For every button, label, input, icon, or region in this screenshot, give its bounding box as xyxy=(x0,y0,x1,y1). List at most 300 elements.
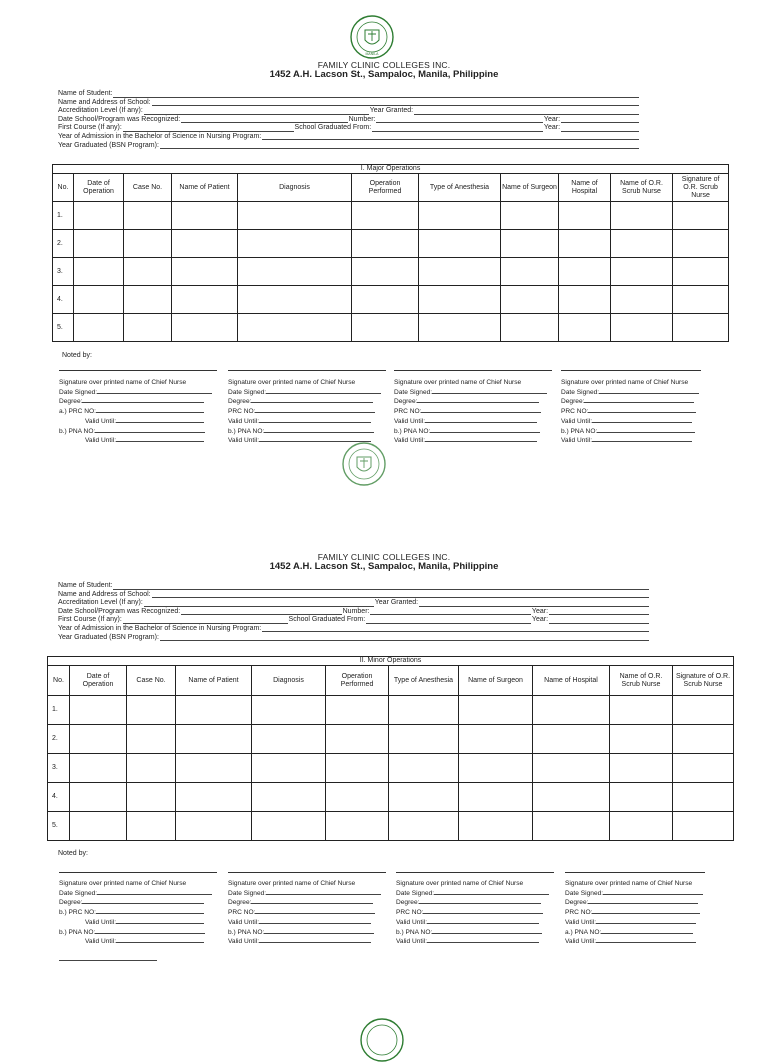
chief-nurse-signature-block xyxy=(228,370,386,445)
name-of-hospital-cell[interactable] xyxy=(559,258,611,286)
accreditation-field[interactable] xyxy=(144,599,374,607)
name-of-patient-cell[interactable] xyxy=(172,202,238,230)
prc-no-field[interactable] xyxy=(421,406,541,413)
date-recognized-label: Date School/Program was Recognized: xyxy=(58,607,181,615)
degree-field[interactable] xyxy=(251,396,373,403)
degree-field[interactable] xyxy=(417,396,539,403)
table-row xyxy=(53,314,729,342)
signature-caption: Signature over printed name of Chief Nurse xyxy=(561,379,689,386)
valid-until-field[interactable] xyxy=(116,917,204,924)
name-of-patient-cell[interactable] xyxy=(176,812,252,841)
name-of-hospital-cell[interactable] xyxy=(533,725,610,754)
signature-line[interactable] xyxy=(59,872,217,880)
scrub-nurse-signature-cell[interactable] xyxy=(673,286,729,314)
name-of-patient-cell[interactable] xyxy=(176,754,252,783)
col-date-of-operation: Date of Operation xyxy=(70,666,127,696)
first-course-label: First Course (If any): xyxy=(58,124,122,132)
scrub-nurse-name-cell[interactable] xyxy=(610,783,673,812)
valid-until-label: Valid Until: xyxy=(85,938,117,946)
valid-until-field[interactable] xyxy=(425,416,537,423)
degree-label: Degree: xyxy=(561,398,585,406)
valid-until-label: Valid Until: xyxy=(394,437,426,445)
table-row xyxy=(53,286,729,314)
row-number: 4. xyxy=(48,783,70,812)
year-field[interactable] xyxy=(549,616,649,624)
valid-until-field[interactable] xyxy=(116,936,204,943)
name-of-surgeon-cell[interactable] xyxy=(501,258,559,286)
pna-no-field[interactable] xyxy=(264,426,374,433)
minor-section-title: II. Minor Operations xyxy=(48,657,734,666)
scrub-nurse-signature-cell[interactable] xyxy=(673,812,734,841)
case-no-cell[interactable] xyxy=(127,812,176,841)
signature-caption: Signature over printed name of Chief Nurse xyxy=(565,880,693,887)
pna-no-field[interactable] xyxy=(430,426,540,433)
pna-no-label: a.) PNA NO: xyxy=(565,928,602,936)
name-of-surgeon-cell[interactable] xyxy=(501,202,559,230)
degree-label: Degree: xyxy=(228,398,252,406)
col-scrub-nurse-signature: Signature of O.R. Scrub Nurse xyxy=(673,666,734,696)
valid-until-label: Valid Until: xyxy=(228,938,260,946)
year-admission-label: Year of Admission in the Bachelor of Science in Nursing Program: xyxy=(58,624,262,632)
pna-no-field[interactable] xyxy=(95,927,205,934)
date-signed-label: Date Signed: xyxy=(396,889,435,897)
date-of-operation-cell[interactable] xyxy=(74,314,124,342)
col-scrub-nurse-name: Name of O.R. Scrub Nurse xyxy=(611,174,673,202)
col-name-of-hospital: Name of Hospital xyxy=(533,666,610,696)
year-admission-field[interactable] xyxy=(262,625,649,633)
scrub-nurse-signature-cell[interactable] xyxy=(673,725,734,754)
scrub-nurse-signature-cell[interactable] xyxy=(673,202,729,230)
scrub-nurse-name-cell[interactable] xyxy=(611,258,673,286)
signature-line[interactable] xyxy=(396,872,554,880)
prc-no-label: PRC NO: xyxy=(396,909,424,917)
col-name-of-hospital: Name of Hospital xyxy=(559,174,611,202)
date-signed-label: Date Signed: xyxy=(565,889,604,897)
name-of-hospital-cell[interactable] xyxy=(533,696,610,725)
footer-line xyxy=(59,960,157,961)
date-signed-field[interactable] xyxy=(266,888,381,895)
name-of-surgeon-cell[interactable] xyxy=(459,812,533,841)
diagnosis-cell[interactable] xyxy=(252,812,326,841)
operation-performed-cell[interactable] xyxy=(326,696,389,725)
chief-nurse-signature-block xyxy=(561,370,711,445)
chief-nurse-signature-block xyxy=(59,872,219,946)
operation-performed-cell[interactable] xyxy=(352,258,419,286)
prc-no-label: PRC NO: xyxy=(228,408,256,416)
prc-no-field[interactable] xyxy=(96,907,204,914)
prc-no-field[interactable] xyxy=(423,907,543,914)
name-of-hospital-cell[interactable] xyxy=(559,230,611,258)
diagnosis-cell[interactable] xyxy=(238,258,352,286)
name-of-surgeon-cell[interactable] xyxy=(459,783,533,812)
type-of-anesthesia-cell[interactable] xyxy=(389,812,459,841)
type-of-anesthesia-cell[interactable] xyxy=(419,258,501,286)
pna-no-label: b.) PNA NO: xyxy=(561,427,598,435)
valid-until-field[interactable] xyxy=(592,435,692,442)
pna-no-label: b.) PNA NO: xyxy=(228,928,265,936)
signature-caption: Signature over printed name of Chief Nurse xyxy=(59,379,187,386)
col-operation-performed: Operation Performed xyxy=(352,174,419,202)
name-of-patient-cell[interactable] xyxy=(172,286,238,314)
valid-until-field[interactable] xyxy=(592,416,692,423)
school-graduated-field[interactable] xyxy=(372,124,543,132)
name-of-surgeon-cell[interactable] xyxy=(459,725,533,754)
scrub-nurse-name-cell[interactable] xyxy=(610,725,673,754)
number-label: Number: xyxy=(342,607,370,615)
date-of-operation-cell[interactable] xyxy=(74,202,124,230)
name-of-student-label: Name of Student: xyxy=(58,90,113,97)
chief-nurse-signature-block xyxy=(228,872,388,946)
prc-no-label: PRC NO: xyxy=(561,408,589,416)
operation-performed-cell[interactable] xyxy=(352,314,419,342)
name-of-surgeon-cell[interactable] xyxy=(501,230,559,258)
scrub-nurse-signature-cell[interactable] xyxy=(673,696,734,725)
date-of-operation-cell[interactable] xyxy=(70,696,127,725)
name-of-patient-cell[interactable] xyxy=(172,258,238,286)
name-of-patient-cell[interactable] xyxy=(172,230,238,258)
major-operations-table xyxy=(52,164,729,342)
col-scrub-nurse-signature: Signature of O.R. Scrub Nurse xyxy=(673,174,729,202)
college-address: 1452 A.H. Lacson St., Sampaloc, Manila, Philippine xyxy=(269,561,499,572)
col-type-of-anesthesia: Type of Anesthesia xyxy=(389,666,459,696)
row-number: 3. xyxy=(48,754,70,783)
date-signed-field[interactable] xyxy=(603,888,703,895)
chief-nurse-signature-block xyxy=(396,872,556,946)
student-info-section xyxy=(58,90,640,150)
college-seal-icon xyxy=(360,1018,404,1062)
accreditation-label: Accreditation Level (If any): xyxy=(58,107,143,115)
scrub-nurse-name-cell[interactable] xyxy=(611,202,673,230)
valid-until-label: Valid Until: xyxy=(565,918,597,926)
year-granted-field[interactable] xyxy=(414,107,639,115)
major-section-title: I. Major Operations xyxy=(53,165,729,174)
valid-until-label: Valid Until: xyxy=(85,437,117,445)
col-operation-performed: Operation Performed xyxy=(326,666,389,696)
minor-operations-table xyxy=(47,656,734,841)
valid-until-label: Valid Until: xyxy=(561,437,593,445)
table-row xyxy=(53,202,729,230)
college-seal-icon xyxy=(350,15,394,59)
scrub-nurse-name-cell[interactable] xyxy=(611,286,673,314)
date-of-operation-cell[interactable] xyxy=(70,754,127,783)
valid-until-label: Valid Until: xyxy=(565,938,597,946)
date-recognized-field[interactable] xyxy=(181,116,347,124)
name-of-hospital-cell[interactable] xyxy=(559,202,611,230)
school-name-address-label: Name and Address of School: xyxy=(58,590,151,598)
row-number: 1. xyxy=(48,696,70,725)
valid-until-label: Valid Until: xyxy=(561,417,593,425)
valid-until-label: Valid Until: xyxy=(85,417,117,425)
school-graduated-label: School Graduated From: xyxy=(294,124,372,132)
date-signed-field[interactable] xyxy=(266,387,381,394)
prc-no-label: PRC NO: xyxy=(565,909,593,917)
pna-no-field[interactable] xyxy=(264,927,374,934)
pna-no-label: b.) PNA NO: xyxy=(396,928,433,936)
scrub-nurse-name-cell[interactable] xyxy=(611,230,673,258)
valid-until-field[interactable] xyxy=(425,435,537,442)
table-row xyxy=(48,696,734,725)
col-no: No. xyxy=(48,666,70,696)
operation-performed-cell[interactable] xyxy=(326,754,389,783)
name-of-patient-cell[interactable] xyxy=(176,696,252,725)
name-of-surgeon-cell[interactable] xyxy=(501,286,559,314)
type-of-anesthesia-cell[interactable] xyxy=(389,696,459,725)
year-granted-field[interactable] xyxy=(419,599,649,607)
signature-line[interactable] xyxy=(228,872,386,880)
name-of-student-field[interactable] xyxy=(113,90,639,98)
operation-performed-cell[interactable] xyxy=(352,230,419,258)
college-seal-watermark-icon xyxy=(342,442,386,486)
degree-field[interactable] xyxy=(588,897,698,904)
name-of-patient-cell[interactable] xyxy=(176,725,252,754)
degree-field[interactable] xyxy=(82,396,204,403)
diagnosis-cell[interactable] xyxy=(252,725,326,754)
name-of-hospital-cell[interactable] xyxy=(559,314,611,342)
signature-line[interactable] xyxy=(394,370,552,379)
case-no-cell[interactable] xyxy=(124,258,172,286)
scrub-nurse-name-cell[interactable] xyxy=(610,696,673,725)
table-row xyxy=(48,812,734,841)
number-field[interactable] xyxy=(376,116,542,124)
valid-until-label: Valid Until: xyxy=(228,437,260,445)
case-no-cell[interactable] xyxy=(124,314,172,342)
case-no-cell[interactable] xyxy=(124,286,172,314)
chief-nurse-signature-block xyxy=(394,370,552,445)
date-signed-label: Date Signed: xyxy=(228,388,267,396)
year-admission-label: Year of Admission in the Bachelor of Science in Nursing Program: xyxy=(58,132,262,140)
degree-label: Degree: xyxy=(59,899,83,907)
name-of-surgeon-cell[interactable] xyxy=(459,754,533,783)
school-name-address-field[interactable] xyxy=(152,591,649,599)
signature-line[interactable] xyxy=(561,370,701,379)
row-number: 4. xyxy=(53,286,74,314)
diagnosis-cell[interactable] xyxy=(238,286,352,314)
valid-until-field[interactable] xyxy=(116,416,204,423)
date-of-operation-cell[interactable] xyxy=(74,230,124,258)
scrub-nurse-signature-cell[interactable] xyxy=(673,230,729,258)
pna-no-field[interactable] xyxy=(432,927,542,934)
degree-field[interactable] xyxy=(251,897,373,904)
operation-performed-cell[interactable] xyxy=(352,286,419,314)
year-granted-label: Year Granted: xyxy=(369,107,414,115)
valid-until-field[interactable] xyxy=(427,917,539,924)
diagnosis-cell[interactable] xyxy=(252,754,326,783)
date-of-operation-cell[interactable] xyxy=(74,286,124,314)
degree-label: Degree: xyxy=(228,899,252,907)
accreditation-field[interactable] xyxy=(144,107,369,115)
type-of-anesthesia-cell[interactable] xyxy=(389,783,459,812)
prc-no-field[interactable] xyxy=(96,406,204,413)
case-no-cell[interactable] xyxy=(127,725,176,754)
noted-by-label: Noted by: xyxy=(58,850,88,857)
pna-no-label: b.) PNA NO: xyxy=(59,427,96,435)
case-no-cell[interactable] xyxy=(127,783,176,812)
school-graduated-label: School Graduated From: xyxy=(288,616,366,624)
diagnosis-cell[interactable] xyxy=(252,696,326,725)
valid-until-field[interactable] xyxy=(596,917,696,924)
prc-no-label: PRC NO: xyxy=(394,408,422,416)
chief-nurse-signature-block xyxy=(59,370,217,445)
col-case-no: Case No. xyxy=(124,174,172,202)
signature-line[interactable] xyxy=(59,370,217,379)
name-of-surgeon-cell[interactable] xyxy=(459,696,533,725)
date-signed-label: Date Signed: xyxy=(561,388,600,396)
year-admission-field[interactable] xyxy=(262,133,639,141)
valid-until-label: Valid Until: xyxy=(396,938,428,946)
date-of-operation-cell[interactable] xyxy=(70,783,127,812)
pna-no-label: b.) PNA NO: xyxy=(59,928,96,936)
prc-no-label: PRC NO: xyxy=(228,909,256,917)
year-graduated-field[interactable] xyxy=(160,634,649,642)
operation-performed-cell[interactable] xyxy=(352,202,419,230)
degree-field[interactable] xyxy=(419,897,541,904)
name-of-hospital-cell[interactable] xyxy=(533,783,610,812)
date-signed-field[interactable] xyxy=(97,387,212,394)
degree-label: Degree: xyxy=(394,398,418,406)
row-number: 5. xyxy=(48,812,70,841)
year-field[interactable] xyxy=(561,116,639,124)
pna-no-label: b.) PNA NO: xyxy=(394,427,431,435)
prc-no-field[interactable] xyxy=(588,406,696,413)
prc-no-label: a.) PRC NO: xyxy=(59,408,97,416)
student-info-section xyxy=(58,582,650,642)
signature-caption: Signature over printed name of Chief Nurse xyxy=(394,379,522,386)
operation-performed-cell[interactable] xyxy=(326,725,389,754)
col-name-of-patient: Name of Patient xyxy=(172,174,238,202)
case-no-cell[interactable] xyxy=(124,230,172,258)
operation-performed-cell[interactable] xyxy=(326,783,389,812)
scrub-nurse-signature-cell[interactable] xyxy=(673,314,729,342)
col-diagnosis: Diagnosis xyxy=(238,174,352,202)
scrub-nurse-signature-cell[interactable] xyxy=(673,754,734,783)
prc-no-field[interactable] xyxy=(255,907,375,914)
prc-no-label: b.) PRC NO: xyxy=(59,909,97,917)
col-date-of-operation: Date of Operation xyxy=(74,174,124,202)
valid-until-field[interactable] xyxy=(596,936,696,943)
case-no-cell[interactable] xyxy=(127,696,176,725)
signature-caption: Signature over printed name of Chief Nurse xyxy=(228,379,356,386)
col-type-of-anesthesia: Type of Anesthesia xyxy=(419,174,501,202)
first-course-field[interactable] xyxy=(123,616,288,624)
valid-until-label: Valid Until: xyxy=(394,417,426,425)
date-signed-field[interactable] xyxy=(97,888,212,895)
type-of-anesthesia-cell[interactable] xyxy=(419,314,501,342)
name-of-surgeon-cell[interactable] xyxy=(501,314,559,342)
table-row xyxy=(53,258,729,286)
prc-no-field[interactable] xyxy=(592,907,700,914)
degree-field[interactable] xyxy=(584,396,694,403)
table-row xyxy=(48,783,734,812)
signature-line[interactable] xyxy=(565,872,705,880)
name-of-hospital-cell[interactable] xyxy=(559,286,611,314)
valid-until-label: Valid Until: xyxy=(228,918,260,926)
first-course-field[interactable] xyxy=(123,124,294,132)
name-of-hospital-cell[interactable] xyxy=(533,754,610,783)
date-signed-label: Date Signed: xyxy=(59,889,98,897)
valid-until-field[interactable] xyxy=(427,936,539,943)
date-recognized-label: Date School/Program was Recognized: xyxy=(58,115,181,123)
year-label: Year: xyxy=(543,124,561,132)
name-of-patient-cell[interactable] xyxy=(172,314,238,342)
valid-until-label: Valid Until: xyxy=(85,918,117,926)
name-of-patient-cell[interactable] xyxy=(176,783,252,812)
pna-no-field[interactable] xyxy=(601,927,693,934)
date-recognized-field[interactable] xyxy=(181,608,341,616)
scrub-nurse-signature-cell[interactable] xyxy=(673,258,729,286)
year-granted-label: Year Granted: xyxy=(374,599,419,607)
pna-no-field[interactable] xyxy=(95,426,205,433)
name-of-student-field[interactable] xyxy=(113,582,649,590)
scrub-nurse-name-cell[interactable] xyxy=(610,812,673,841)
diagnosis-cell[interactable] xyxy=(252,783,326,812)
noted-by-label: Noted by: xyxy=(62,352,92,359)
name-of-student-label: Name of Student: xyxy=(58,582,113,589)
svg-text:MANILA: MANILA xyxy=(365,52,379,56)
date-signed-field[interactable] xyxy=(599,387,699,394)
col-name-of-surgeon: Name of Surgeon xyxy=(459,666,533,696)
date-signed-label: Date Signed: xyxy=(228,889,267,897)
signature-caption: Signature over printed name of Chief Nurse xyxy=(59,880,187,887)
degree-field[interactable] xyxy=(82,897,204,904)
date-signed-label: Date Signed: xyxy=(394,388,433,396)
school-graduated-field[interactable] xyxy=(366,616,531,624)
type-of-anesthesia-cell[interactable] xyxy=(419,202,501,230)
diagnosis-cell[interactable] xyxy=(238,230,352,258)
row-number: 3. xyxy=(53,258,74,286)
valid-until-field[interactable] xyxy=(259,917,371,924)
valid-until-field[interactable] xyxy=(116,435,204,442)
date-signed-field[interactable] xyxy=(432,387,547,394)
valid-until-label: Valid Until: xyxy=(228,417,260,425)
pna-no-field[interactable] xyxy=(597,426,695,433)
valid-until-field[interactable] xyxy=(259,936,371,943)
type-of-anesthesia-cell[interactable] xyxy=(389,725,459,754)
operation-performed-cell[interactable] xyxy=(326,812,389,841)
diagnosis-cell[interactable] xyxy=(238,202,352,230)
type-of-anesthesia-cell[interactable] xyxy=(419,230,501,258)
scrub-nurse-name-cell[interactable] xyxy=(611,314,673,342)
school-name-address-field[interactable] xyxy=(152,99,639,107)
type-of-anesthesia-cell[interactable] xyxy=(389,754,459,783)
degree-label: Degree: xyxy=(59,398,83,406)
scrub-nurse-signature-cell[interactable] xyxy=(673,783,734,812)
date-of-operation-cell[interactable] xyxy=(74,258,124,286)
col-scrub-nurse-name: Name of O.R. Scrub Nurse xyxy=(610,666,673,696)
degree-label: Degree: xyxy=(565,899,589,907)
name-of-hospital-cell[interactable] xyxy=(533,812,610,841)
table-row xyxy=(48,725,734,754)
case-no-cell[interactable] xyxy=(127,754,176,783)
date-of-operation-cell[interactable] xyxy=(70,812,127,841)
year-field[interactable] xyxy=(561,124,639,132)
date-signed-field[interactable] xyxy=(434,888,549,895)
year-graduated-field[interactable] xyxy=(160,142,639,150)
case-no-cell[interactable] xyxy=(124,202,172,230)
diagnosis-cell[interactable] xyxy=(238,314,352,342)
row-number: 2. xyxy=(53,230,74,258)
type-of-anesthesia-cell[interactable] xyxy=(419,286,501,314)
col-name-of-surgeon: Name of Surgeon xyxy=(501,174,559,202)
date-of-operation-cell[interactable] xyxy=(70,725,127,754)
table-row xyxy=(53,230,729,258)
number-field[interactable] xyxy=(370,608,530,616)
valid-until-field[interactable] xyxy=(259,416,371,423)
prc-no-field[interactable] xyxy=(255,406,375,413)
year-field[interactable] xyxy=(549,608,649,616)
signature-line[interactable] xyxy=(228,370,386,379)
col-name-of-patient: Name of Patient xyxy=(176,666,252,696)
scrub-nurse-name-cell[interactable] xyxy=(610,754,673,783)
